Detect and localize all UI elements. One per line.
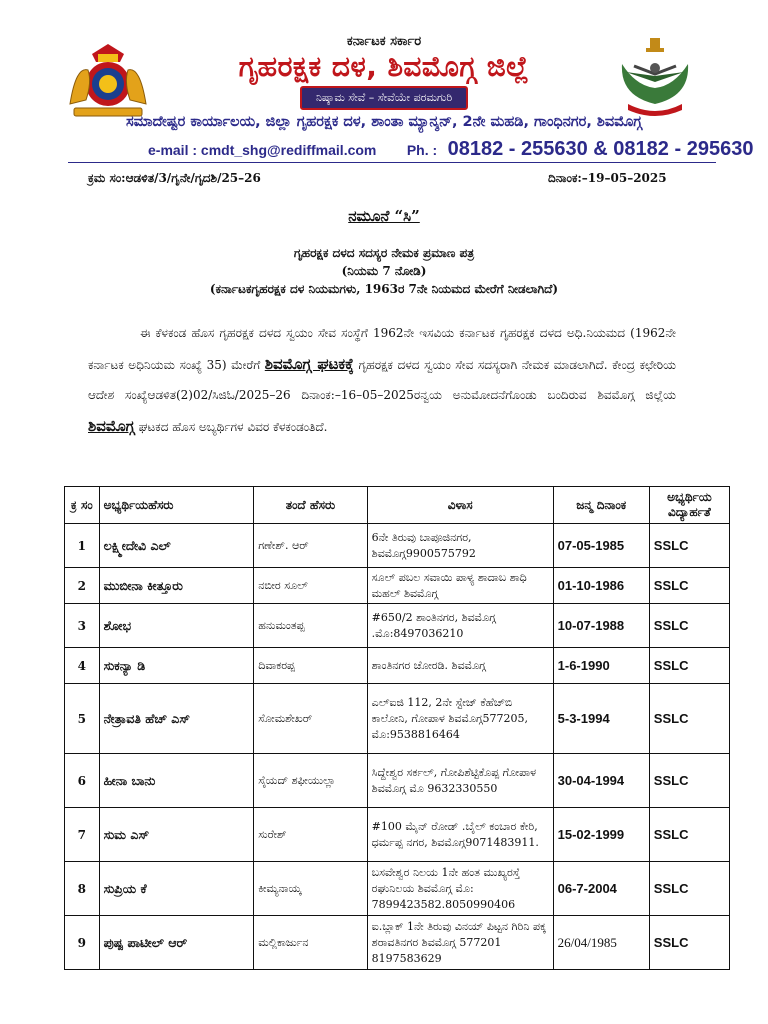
row-name: ಸುಕನ್ಯಾ ಡಿ xyxy=(99,648,254,684)
row-name: ಲಕ್ಷ್ಮೀದೇವಿ ಎಲ್ xyxy=(99,524,254,568)
body-highlight-district: ಶಿವಮೊಗ್ಗ xyxy=(88,416,135,435)
reference-date: ದಿನಾಂಕ:–19–05–2025 xyxy=(548,171,667,185)
office-address: ಸಮಾದೇಷ್ಟರ ಕಾರ್ಯಾಲಯ, ಜಿಲ್ಲಾ ಗೃಹರಕ್ಷಕ ದಳ, ಶಾಂತಾ ಮ್ಯಾನ್ಶನ್, 2ನೇ ಮಹಡಿ, ಗಾಂಧಿನಗರ, ಶಿವಮೊಗ್ಗ xyxy=(126,114,642,130)
header-serial: ಕ್ರ ಸಂ xyxy=(65,487,100,524)
row-address: ಶಾಂತಿನಗರ ಚೋರಡಿ. ಶಿವಮೊಗ್ಗ xyxy=(367,648,553,684)
row-dob: 1-6-1990 xyxy=(553,648,649,684)
row-education: SSLC xyxy=(649,604,729,648)
row-address: #650/2 ಶಾಂತಿನಗರ, ಶಿವಮೊಗ್ಗ .ಮೊ:8497036210 xyxy=(367,604,553,648)
table-row xyxy=(65,684,730,754)
row-father: ಸೈಯದ್ ಶಫೀಯುಲ್ಲಾ xyxy=(254,754,367,808)
row-address: ಐ.ಬ್ಲಾಕ್ 1ನೇ ತಿರುವು ವಿನಯ್ ಪಿಟ್ಟನ ಗಿರಿನಿ ಪಕ್ಕ ಶರಾವತಿನಗರ ಶಿವಮೊಗ್ಗ 577201 8197583629 xyxy=(367,916,553,970)
row-serial: 5 xyxy=(65,684,100,754)
body-highlight-unit: ಶಿವಮೊಗ್ಗ ಘಟಕಕ್ಕೆ xyxy=(264,354,354,373)
row-education: SSLC xyxy=(649,568,729,604)
row-serial: 1 xyxy=(65,524,100,568)
row-education: SSLC xyxy=(649,862,729,916)
row-name: ಸುಮ ಎಸ್ xyxy=(99,808,254,862)
state-government-line: ಕರ್ನಾಟಕ ಸರ್ಕಾರ xyxy=(346,34,422,49)
form-subtitle-certificate: ಗೃಹರಕ್ಷಕ ದಳದ ಸದಸ್ಯರ ನೇಮಕ ಪ್ರಮಾಣ ಪತ್ರ xyxy=(293,246,475,260)
table-row xyxy=(65,862,730,916)
row-dob: 01-10-1986 xyxy=(553,568,649,604)
header-address: ವಿಳಾಸ xyxy=(367,487,553,524)
body-text-part-3: ಘಟಕದ ಹೊಸ ಅಬ್ಯರ್ಥಿಗಳ ವಿವರ ಕೆಳಕಂಡಂತಿದೆ. xyxy=(134,419,328,434)
table-row xyxy=(65,524,730,568)
row-serial: 9 xyxy=(65,916,100,970)
row-dob: 10-07-1988 xyxy=(553,604,649,648)
header-divider xyxy=(68,162,716,163)
row-dob: 07-05-1985 xyxy=(553,524,649,568)
row-address: ಎಲ್ಐಜಿ 112, 2ನೇ ಸ್ಟೇಜ್ ಕೆಹೆಚ್‌ಬಿ ಕಾಲೋನಿ, ಗೋಪಾಳ ಶಿವಮೊಗ್ಗ577205, ಮೊ:9538816464 xyxy=(367,684,553,754)
row-education: SSLC xyxy=(649,916,729,970)
email-text: e-mail : cmdt_shg@rediffmail.com xyxy=(148,142,377,158)
row-father: ಸೋಮಶೇಖರ್ xyxy=(254,684,367,754)
row-father: ಹನುಮಂತಪ್ಪ xyxy=(254,604,367,648)
row-address: #100 ಮೈನ್ ರೋಡ್ .ಬೈಲ್ ಕಂಬಾರ ಕೇರಿ, ಧರ್ಮಪ್ಪ ನಗರ, ಶಿವಮೊಗ್ಗ9071483911. xyxy=(367,808,553,862)
row-name: ಶೋಭ xyxy=(99,604,254,648)
row-name: ನೇತ್ರಾವತಿ ಹೆಚ್ ಎಸ್ xyxy=(99,684,254,754)
header-father-name: ತಂದೆ ಹೆಸರು xyxy=(254,487,367,524)
body-text-part-1: ಈ ಕೆಳಕಂಡ ಹೊಸ ಗೃಹರಕ್ಷಕ ದಳದ ಸ್ವಯಂ ಸೇವ ಸಂಸ್ಥೆಗೆ 1962ನೇ ಇಸವಿಯ ಕರ್ನಾಟಕ ಗೃಹರಕ್ಷಕ ದಳದ ಅಧಿ.ನಿಯಮದ (1962ನೇ ಕರ್ನಾಟಕ ಅಧಿನಿಯಮ ಸಂಖ್ಯೆ 35) ಮೇರೆಗೆ xyxy=(88,326,676,372)
row-serial: 2 xyxy=(65,568,100,604)
table-row xyxy=(65,916,730,970)
phone-label: Ph. : xyxy=(406,142,438,158)
row-address: ಸಿದ್ದೇಶ್ವರ ಸರ್ಕಲ್, ಗೋಪಿಶೆಟ್ಟಿಕೊಪ್ಪ ಗೋಪಾಳ ಶಿವಮೊಗ್ಗ ಮೊ 9632330550 xyxy=(367,754,553,808)
row-serial: 6 xyxy=(65,754,100,808)
row-education: SSLC xyxy=(649,684,729,754)
table-row xyxy=(65,604,730,648)
table-row xyxy=(65,808,730,862)
body-text-part-2: ಗೃಹರಕ್ಷಕ ದಳದ ಸ್ವಯಂ ಸೇವ ಸದಸ್ಯರಾಗಿ ನೇಮಕ ಮಾಡಲಾಗಿದೆ. ಕೇಂದ್ರ ಕಛೇರಿಯ ಆದೇಶ ಸಂಖ್ಯೆಆಡಳಿತ(2)02/ಸಿಜಿಓ/2025–26 ದಿನಾಂಕ:–16–05–2025ರನ್ವಯ ಅನುಮೋದನೆಗೊಂಡು ಬಂದಿರುವ ಶಿವಮೊಗ್ಗ ಜಿಲ್ಲೆಯ xyxy=(88,357,676,402)
row-education: SSLC xyxy=(649,754,729,808)
header-date-of-birth: ಜನ್ಮ ದಿನಾಂಕ xyxy=(553,487,649,524)
row-dob: 06-7-2004 xyxy=(553,862,649,916)
row-father: ಸುರೇಶ್ xyxy=(254,808,367,862)
row-education: SSLC xyxy=(649,808,729,862)
row-serial: 8 xyxy=(65,862,100,916)
row-name: ಹೀನಾ ಬಾನು xyxy=(99,754,254,808)
row-dob: 26/04/1985 xyxy=(553,916,649,970)
row-dob: 15-02-1999 xyxy=(553,808,649,862)
row-name: ಪುಷ್ಪ ಪಾಟೀಲ್ ಆರ್ xyxy=(99,916,254,970)
row-serial: 4 xyxy=(65,648,100,684)
form-subtitle-act: (ಕರ್ನಾಟಕಗೃಹರಕ್ಷಕ ದಳ ನಿಯಮಗಳು, 1963ರ 7ನೇ ನಿಯಮದ ಮೇರೆಗೆ ನೀಡಲಾಗಿದೆ) xyxy=(209,282,559,296)
table-row xyxy=(65,568,730,604)
motto-banner xyxy=(0,86,768,110)
row-father: ದಿವಾಕರಪ್ಪ xyxy=(254,648,367,684)
row-father: ಗಣೇಶ್. ಆರ್ xyxy=(254,524,367,568)
table-row xyxy=(65,648,730,684)
row-father: ಮಲ್ಲಿಕಾರ್ಜುನ xyxy=(254,916,367,970)
organization-title: ಗೃಹರಕ್ಷಕ ದಳ, ಶಿವಮೊಗ್ಗ ಜಿಲ್ಲೆ xyxy=(238,50,530,83)
body-paragraph xyxy=(88,318,676,442)
table-header-row xyxy=(65,487,730,524)
letterhead xyxy=(0,0,768,162)
row-education: SSLC xyxy=(649,524,729,568)
form-subtitle-rule: (ನಿಯಮ 7 ನೋಡಿ) xyxy=(341,264,427,278)
reference-number: ಕ್ರಮ ಸಂ:ಆಡಳಿತ/3/ಗೃನೇ/ಗೃದಶಿ/25–26 xyxy=(88,171,261,185)
row-address: 6ನೇ ತಿರುವು ಬಾಪೂಜಿನಗರ, ಶಿವಮೊಗ್ಗ9900575792 xyxy=(367,524,553,568)
row-serial: 3 xyxy=(65,604,100,648)
motto-text: ನಿಷ್ಕಾಮ ಸೇವೆ – ಸೇವೆಯೇ ಪರಮಗುರಿ xyxy=(300,86,468,110)
row-dob: 5-3-1994 xyxy=(553,684,649,754)
row-father: ಕೀಮ್ಯನಾಯ್ಕ xyxy=(254,862,367,916)
row-name: ಮುಬೀನಾ ಕೀತ್ತೂರು xyxy=(99,568,254,604)
candidates-table xyxy=(64,486,730,970)
row-dob: 30-04-1994 xyxy=(553,754,649,808)
row-name: ಸುಪ್ರಿಯ ಕೆ xyxy=(99,862,254,916)
row-address: ಬಸವೇಶ್ವರ ನಿಲಯ 1ನೇ ಹಂತ ಮುಖ್ಯರಸ್ತೆ ರಘುನಿಲಯ ಶಿವಮೊಗ್ಗ ಮೊ: 7899423582.8050990406 xyxy=(367,862,553,916)
table-row xyxy=(65,754,730,808)
header-education: ಅಭ್ಯರ್ಥಿಯ ವಿದ್ಯಾರ್ಹತೆ xyxy=(649,487,729,524)
form-title: ನಮೂನೆ “ಸಿ” xyxy=(348,207,420,225)
contact-line xyxy=(148,138,754,161)
header-candidate-name: ಅಭ್ಯರ್ಥಿಯಹೆಸರು xyxy=(99,487,254,524)
row-address: ಸೂಲ್ ಪಬಲ ಸವಾಯಿ ಪಾಳ್ಯ ಶಾದಾಬ ಶಾಧಿ ಮಹಲ್ ಶಿವಮೊಗ್ಗ xyxy=(367,568,553,604)
row-father: ನಬೀರ ಸೂಲ್ xyxy=(254,568,367,604)
phone-numbers: 08182 - 255630 & 08182 - 295630 xyxy=(447,138,754,160)
row-education: SSLC xyxy=(649,648,729,684)
row-serial: 7 xyxy=(65,808,100,862)
